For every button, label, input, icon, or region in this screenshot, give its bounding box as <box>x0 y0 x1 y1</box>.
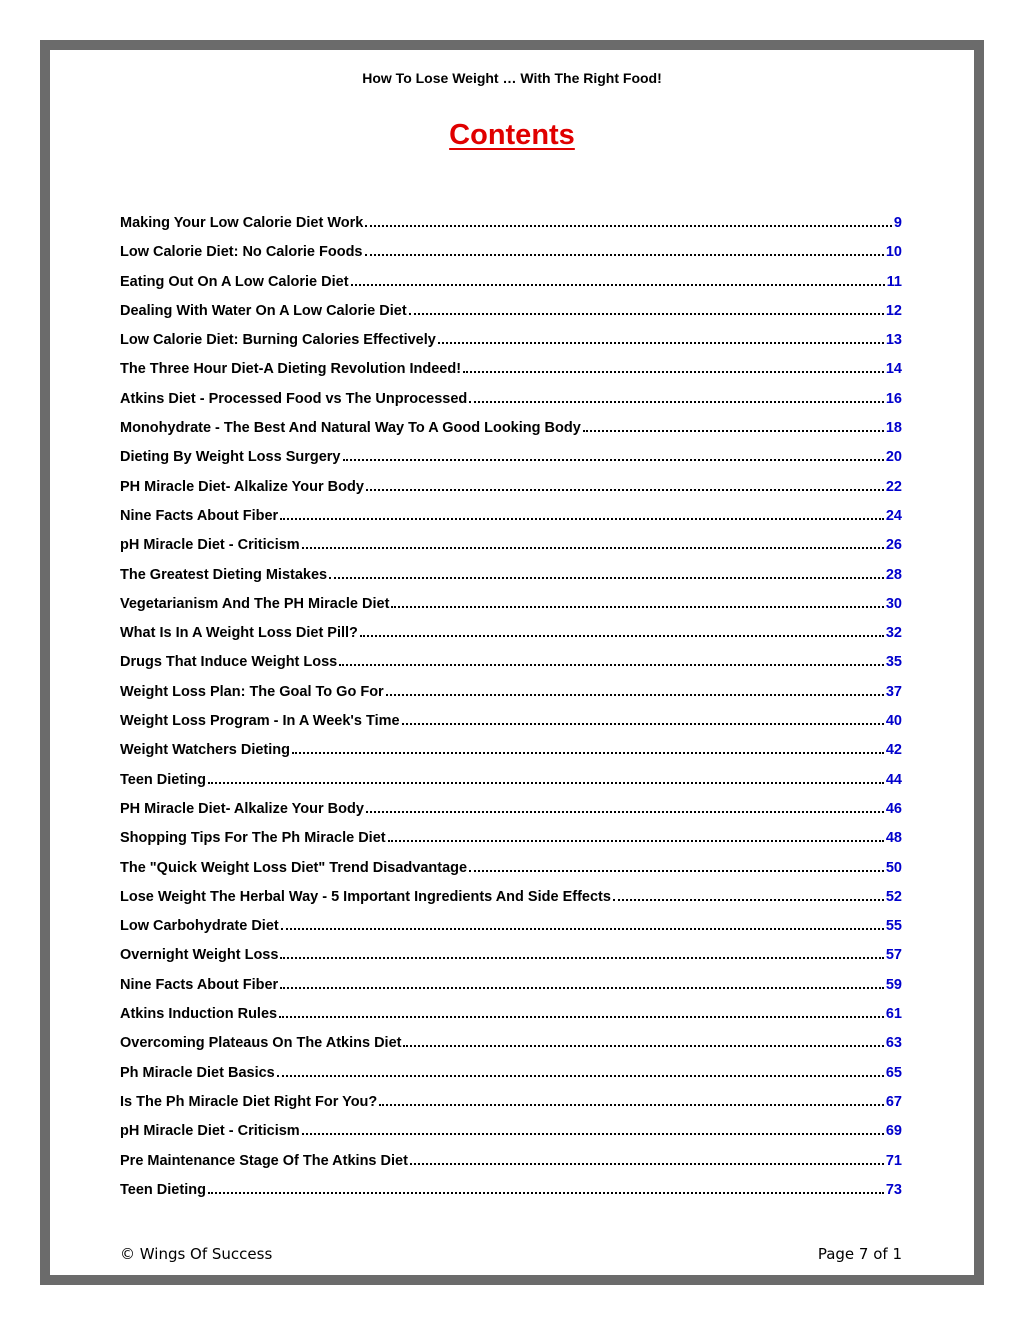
toc-entry-title[interactable]: PH Miracle Diet- Alkalize Your Body <box>120 478 364 495</box>
toc-entry-title[interactable]: pH Miracle Diet - Criticism <box>120 1123 300 1140</box>
toc-entry[interactable] <box>120 1035 902 1064</box>
toc-entry[interactable] <box>120 567 902 596</box>
toc-dot-leader <box>613 899 884 901</box>
toc-dot-leader <box>277 1075 884 1077</box>
toc-page-number[interactable]: 69 <box>885 1123 902 1140</box>
toc-dot-leader <box>366 489 884 491</box>
toc-dot-leader <box>329 577 884 579</box>
toc-entry-title[interactable]: Low Calorie Diet: No Calorie Foods <box>120 244 363 261</box>
toc-dot-leader <box>281 928 884 930</box>
toc-page-number[interactable]: 26 <box>885 537 902 554</box>
toc-entry[interactable] <box>120 918 902 947</box>
toc-entry[interactable] <box>120 274 902 303</box>
toc-entry-title[interactable]: Drugs That Induce Weight Loss <box>120 654 338 671</box>
toc-page-number[interactable]: 46 <box>885 800 902 817</box>
toc-entry-title[interactable]: Overnight Weight Loss <box>120 947 279 964</box>
toc-dot-leader <box>208 782 884 784</box>
toc-entry[interactable] <box>120 420 902 449</box>
toc-dot-leader <box>302 547 884 549</box>
toc-page-number[interactable]: 14 <box>885 361 902 378</box>
toc-page-number[interactable]: 32 <box>885 625 902 642</box>
toc-dot-leader <box>366 811 884 813</box>
toc-entry[interactable] <box>120 449 902 478</box>
toc-dot-leader <box>280 957 883 959</box>
toc-page-number[interactable]: 59 <box>885 976 902 993</box>
toc-entry-title[interactable]: Weight Loss Program - In A Week's Time <box>120 713 400 730</box>
toc-entry[interactable] <box>120 830 902 859</box>
footer-page-indicator: Page 7 of 1 <box>817 1245 902 1263</box>
toc-page-number[interactable]: 73 <box>885 1181 902 1198</box>
toc-entry-title[interactable]: Nine Facts About Fiber <box>120 507 279 524</box>
toc-entry-title[interactable]: Is The Ph Miracle Diet Right For You? <box>120 1093 378 1110</box>
toc-page-number[interactable]: 18 <box>885 420 902 437</box>
table-of-contents <box>120 215 902 1211</box>
toc-page-number[interactable]: 22 <box>885 478 902 495</box>
toc-entry[interactable] <box>120 361 902 390</box>
toc-entry[interactable] <box>120 860 902 889</box>
toc-entry[interactable] <box>120 1153 902 1182</box>
toc-dot-leader <box>469 870 884 872</box>
toc-entry[interactable] <box>120 977 902 1006</box>
toc-entry-title[interactable]: Making Your Low Calorie Diet Work <box>120 215 364 231</box>
toc-page-number[interactable]: 55 <box>885 918 902 935</box>
toc-entry-title[interactable]: Dealing With Water On A Low Calorie Diet <box>120 302 407 319</box>
toc-entry[interactable] <box>120 1123 902 1152</box>
toc-dot-leader <box>409 313 884 315</box>
toc-page-number[interactable]: 30 <box>885 595 902 612</box>
toc-entry-title[interactable]: pH Miracle Diet - Criticism <box>120 537 300 554</box>
toc-entry-title[interactable]: Overcoming Plateaus On The Atkins Diet <box>120 1035 402 1052</box>
toc-entry[interactable] <box>120 1006 902 1035</box>
toc-page-number[interactable]: 11 <box>886 273 902 290</box>
toc-entry[interactable] <box>120 508 902 537</box>
document-page <box>40 40 984 1285</box>
toc-entry-title[interactable]: Pre Maintenance Stage Of The Atkins Diet <box>120 1152 408 1169</box>
toc-entry[interactable] <box>120 684 902 713</box>
contents-heading: Contents <box>449 119 575 151</box>
toc-entry[interactable] <box>120 303 902 332</box>
toc-page-number[interactable]: 35 <box>885 654 902 671</box>
toc-dot-leader <box>302 1133 884 1135</box>
toc-page-number[interactable]: 65 <box>885 1064 902 1081</box>
running-header: How To Lose Weight … With The Right Food! <box>362 70 662 86</box>
toc-entry-title[interactable]: The "Quick Weight Loss Diet" Trend Disadvantage <box>120 859 468 876</box>
toc-entry[interactable] <box>120 1094 902 1123</box>
toc-page-number[interactable]: 24 <box>885 507 902 524</box>
toc-entry[interactable] <box>120 889 902 918</box>
toc-entry[interactable] <box>120 742 902 771</box>
toc-page-number[interactable]: 48 <box>885 830 902 847</box>
toc-dot-leader <box>583 430 884 432</box>
toc-dot-leader <box>410 1163 884 1165</box>
toc-entry-title[interactable]: Low Carbohydrate Diet <box>120 918 279 935</box>
toc-page-number[interactable]: 67 <box>885 1093 902 1110</box>
toc-entry-title[interactable]: Vegetarianism And The PH Miracle Diet <box>120 595 390 612</box>
toc-entry-title[interactable]: Ph Miracle Diet Basics <box>120 1064 275 1081</box>
toc-dot-leader <box>391 606 883 608</box>
toc-entry[interactable] <box>120 332 902 361</box>
footer-copyright: © Wings Of Success <box>120 1245 273 1263</box>
toc-entry[interactable] <box>120 537 902 566</box>
toc-entry[interactable] <box>120 479 902 508</box>
toc-entry[interactable] <box>120 244 902 273</box>
toc-entry-title[interactable]: What Is In A Weight Loss Diet Pill? <box>120 625 358 642</box>
toc-dot-leader <box>208 1192 884 1194</box>
toc-entry[interactable] <box>120 947 902 976</box>
toc-entry-title[interactable]: Nine Facts About Fiber <box>120 976 279 993</box>
toc-entry-title[interactable]: Teen Dieting <box>120 1181 206 1198</box>
toc-entry[interactable] <box>120 391 902 420</box>
toc-dot-leader <box>469 401 884 403</box>
toc-dot-leader <box>438 342 884 344</box>
toc-page-number[interactable]: 16 <box>885 390 902 407</box>
toc-entry-title[interactable]: Teen Dieting <box>120 771 206 788</box>
toc-entry[interactable] <box>120 772 902 801</box>
toc-page-number[interactable]: 61 <box>885 1006 902 1023</box>
toc-dot-leader <box>351 284 885 286</box>
toc-page-number[interactable]: 40 <box>885 713 902 730</box>
toc-entry[interactable] <box>120 654 902 683</box>
toc-entry-title[interactable]: Monohydrate - The Best And Natural Way To A Good Looking Body <box>120 420 581 437</box>
toc-entry-title[interactable]: The Three Hour Diet-A Dieting Revolution Indeed! <box>120 361 462 378</box>
toc-dot-leader <box>379 1104 884 1106</box>
toc-page-number[interactable]: 10 <box>885 244 902 261</box>
toc-dot-leader <box>292 752 884 754</box>
toc-dot-leader <box>403 1045 883 1047</box>
toc-dot-leader <box>279 1016 884 1018</box>
toc-page-number[interactable]: 44 <box>885 771 902 788</box>
toc-dot-leader <box>280 518 884 520</box>
toc-page-number[interactable]: 37 <box>885 683 902 700</box>
toc-page-number[interactable]: 71 <box>885 1152 902 1169</box>
toc-entry[interactable] <box>120 625 902 654</box>
toc-entry-title[interactable]: Weight Loss Plan: The Goal To Go For <box>120 683 384 700</box>
toc-dot-leader <box>365 254 884 256</box>
toc-page-number[interactable]: 57 <box>885 947 902 964</box>
toc-entry-title[interactable]: Atkins Diet - Processed Food vs The Unprocessed <box>120 390 468 407</box>
toc-entry[interactable] <box>120 713 902 742</box>
toc-entry[interactable] <box>120 1182 902 1211</box>
toc-entry-title[interactable]: Weight Watchers Dieting <box>120 742 290 759</box>
toc-dot-leader <box>339 664 884 666</box>
toc-entry-title[interactable]: The Greatest Dieting Mistakes <box>120 566 328 583</box>
toc-entry-title[interactable]: Dieting By Weight Loss Surgery <box>120 449 341 466</box>
toc-page-number[interactable]: 28 <box>885 566 902 583</box>
toc-dot-leader <box>463 371 884 373</box>
toc-dot-leader <box>360 635 884 637</box>
toc-entry-title[interactable]: Lose Weight The Herbal Way - 5 Important Ingredients And Side Effects <box>120 888 611 905</box>
toc-entry-title[interactable]: Atkins Induction Rules <box>120 1006 278 1023</box>
toc-dot-leader <box>365 225 892 227</box>
toc-dot-leader <box>343 459 884 461</box>
toc-dot-leader <box>402 723 884 725</box>
toc-entry-title[interactable]: Low Calorie Diet: Burning Calories Effectively <box>120 332 436 349</box>
toc-page-number[interactable]: 52 <box>885 888 902 905</box>
toc-page-number[interactable]: 13 <box>885 332 902 349</box>
toc-page-number[interactable]: 42 <box>885 742 902 759</box>
toc-page-number[interactable]: 12 <box>885 302 902 319</box>
toc-dot-leader <box>388 840 884 842</box>
toc-page-number[interactable]: 9 <box>893 215 902 231</box>
toc-entry-title[interactable]: Shopping Tips For The Ph Miracle Diet <box>120 830 386 847</box>
toc-entry[interactable] <box>120 1065 902 1094</box>
toc-entry-title[interactable]: Eating Out On A Low Calorie Diet <box>120 273 349 290</box>
toc-entry[interactable] <box>120 801 902 830</box>
toc-entry[interactable] <box>120 215 902 244</box>
toc-page-number[interactable]: 50 <box>885 859 902 876</box>
toc-entry[interactable] <box>120 596 902 625</box>
toc-entry-title[interactable]: PH Miracle Diet- Alkalize Your Body <box>120 800 364 817</box>
toc-page-number[interactable]: 63 <box>885 1035 902 1052</box>
toc-dot-leader <box>386 694 884 696</box>
toc-dot-leader <box>280 987 884 989</box>
toc-page-number[interactable]: 20 <box>885 449 902 466</box>
